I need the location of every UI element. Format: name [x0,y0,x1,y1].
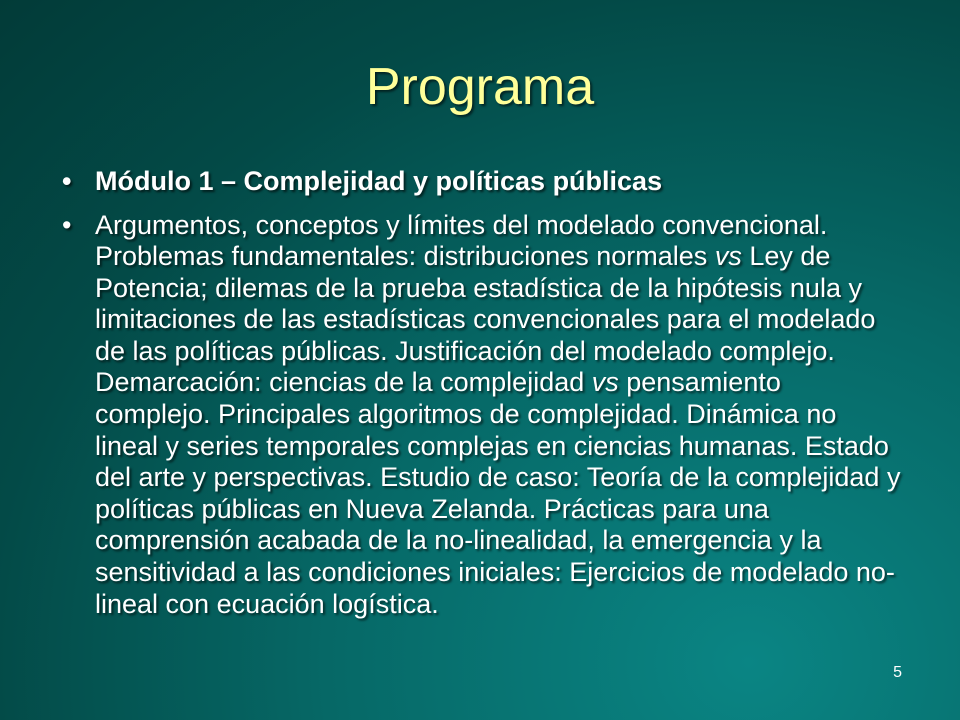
bullet-text-part: pensamiento complejo. Principales algoritmos de complejidad. Dinámica no lineal y series temporales complejas en ciencias humanas. Estado del arte y perspectivas. Estudio de caso: Teoría de la complejidad y políticas públicas en Nueva Zelanda. Prácticas para una comprensión acabada de la no-linealidad, la emergencia y la sensitividad a las condiciones iniciales: Ejercicios de modelado no-lineal con ecuación logística. [95,367,901,619]
slide-number: 5 [893,664,902,681]
bullet-module-heading [62,166,902,198]
slide-title: Programa [365,58,595,116]
bullet-text-part: Argumentos, conceptos y límites del modelado convencional. Problemas fundamentales: distribuciones normales [95,209,828,272]
bullet-list [62,166,902,632]
bullet-text-italic: vs [714,241,742,272]
bullet-text-part: Ley de Potencia; dilemas de la prueba estadística de la hipótesis nula y limitaciones de las estadísticas convencionales para el modelado de las políticas públicas. Justificación del modelado complejo. Demarcación: ciencias de la complejidad [95,241,876,398]
bullet-dot: • [62,166,72,196]
bullet-text-italic: vs [591,367,619,398]
bullet-module-description [62,210,902,621]
bullet-text: Módulo 1 – Complejidad y políticas públicas [95,166,663,196]
bullet-dot: • [62,209,72,240]
